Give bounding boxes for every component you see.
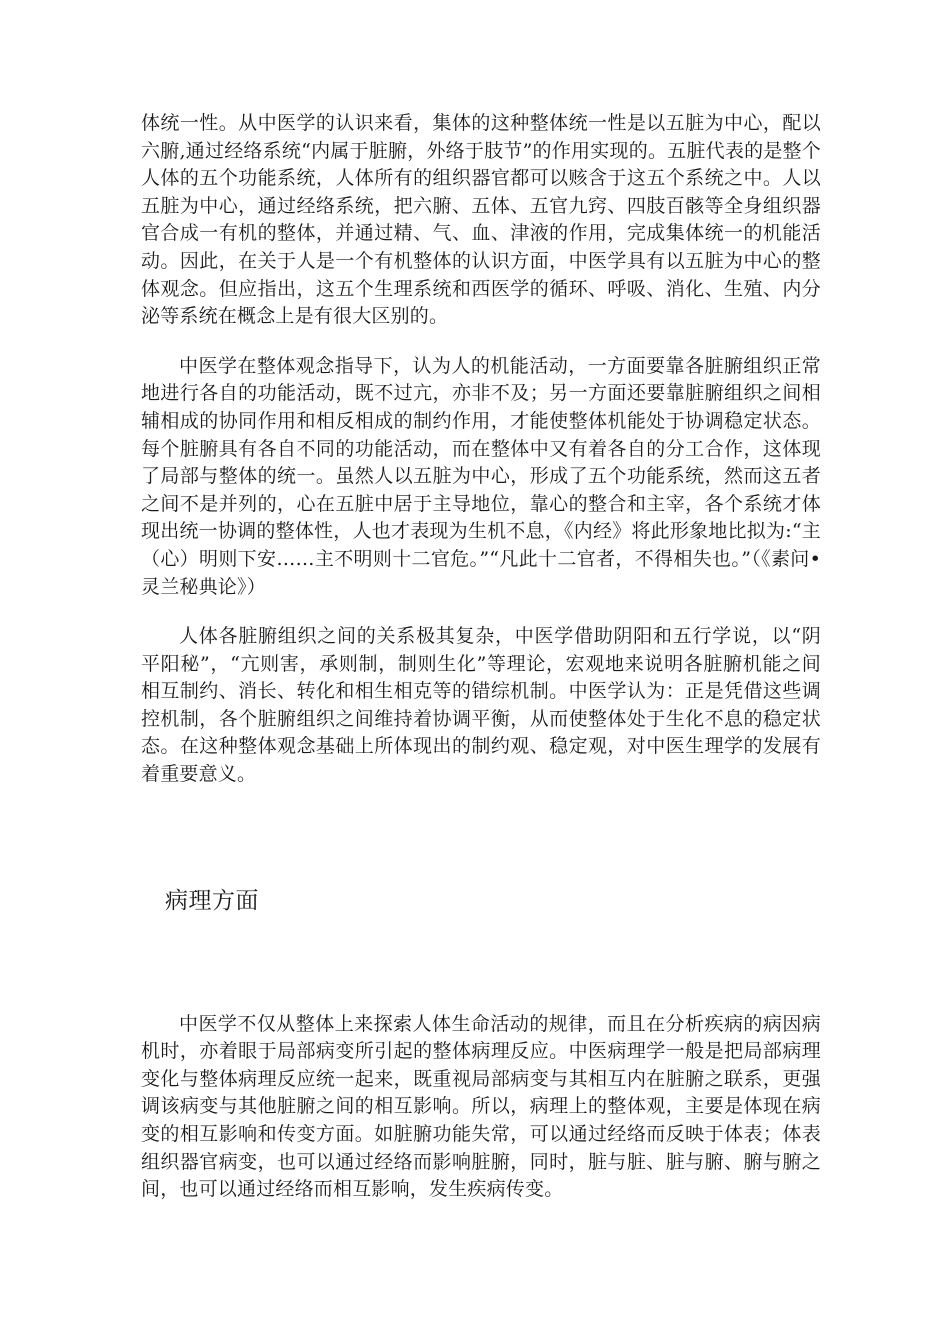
document-page [141, 110, 821, 1204]
paragraph-pathology: 中医学不仅从整体上来探索人体生命活动的规律，而且在分析疾病的病因病机时，亦着眼于局部病变所引起的整体病理反应。中医病理学一般是把局部病理变化与整体病理反应统一起来，既重视局部病变与其相互内在脏腑之联系，更强调该病变与其他脏腑之间的相互影响。所以，病理上的整体观，主要是体现在病变的相互影响和传变方面。如脏腑功能失常，可以通过经络而反映于体表；体表组织器官病变，也可以通过经络而影响脏腑，同时，脏与脏、脏与腑、腑与腑之间，也可以通过经络而相互影响，发生疾病传变。 [141, 1012, 821, 1201]
section-heading-pathology: 病理方面 [165, 887, 259, 914]
paragraph-functional-coordination: 中医学在整体观念指导下，认为人的机能活动，一方面要靠各脏腑组织正常地进行各自的功能活动，既不过亢，亦非不及；另一方面还要靠脏腑组织之间相辅相成的协同作用和相反相成的制约作用，才能使整体机能处于协调稳定状态。每个脏腑具有各自不同的功能活动，而在整体中又有着各自的分工合作，这体现了局部与整体的统一。虽然人以五脏为中心，形成了五个功能系统，然而这五者之间不是并列的，心在五脏中居于主导地位，靠心的整合和主宰，各个系统才体现出统一协调的整体性，人也才表现为生机不息，《内经》将此形象地比拟为:“主（心）明则下安……主不明则十二官危。”“凡此十二官者，不得相失也。”（《素问•灵兰秘典论》） [141, 354, 821, 598]
paragraph-yin-yang-regulation: 人体各脏腑组织之间的关系极其复杂，中医学借助阴阳和五行学说，以“阴平阳秘”，“亢则害，承则制，制则生化”等理论，宏观地来说明各脏腑机能之间相互制约、消长、转化和相生相克等的错综机制。中医学认为：正是凭借这些调控机制，各个脏腑组织之间维持着协调平衡，从而使整体处于生化不息的稳定状态。在这种整体观念基础上所体现出的制约观、稳定观，对中医生理学的发展有着重要意义。 [141, 625, 821, 786]
paragraph-continuation: 体统一性。从中医学的认识来看，集体的这种整体统一性是以五脏为中心，配以六腑,通过经络系统“内属于脏腑，外络于肢节”的作用实现的。五脏代表的是整个人体的五个功能系统，人体所有的组织器官都可以赅含于这五个系统之中。人以五脏为中心，通过经络系统，把六腑、五体、五官九窍、四肢百骸等全身组织器官合成一有机的整体，并通过精、气、血、津液的作用，完成集体统一的机能活动。因此，在关于人是一个有机整体的认识方面，中医学具有以五脏为中心的整体观念。但应指出，这五个生理系统和西医学的循环、呼吸、消化、生殖、内分泌等系统在概念上是有很大区别的。 [141, 112, 821, 328]
